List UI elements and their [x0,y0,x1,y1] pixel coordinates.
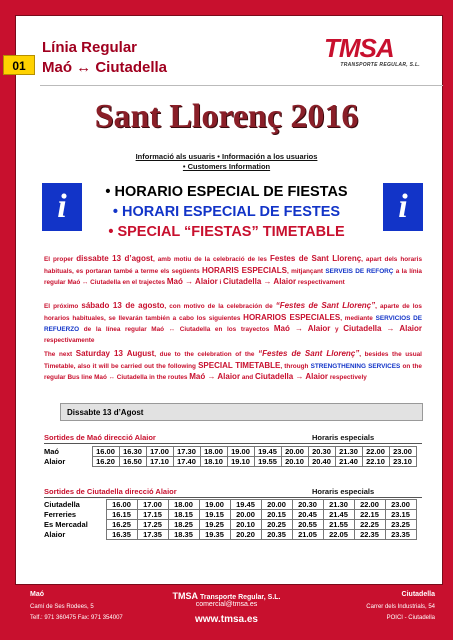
departure-time: 22.00 [354,500,385,510]
timetable-row [44,500,416,510]
departure-time: 22.10 [362,457,389,467]
departure-time: 20.10 [230,520,261,530]
departure-time: 17.00 [146,447,173,457]
headline-en: • SPECIAL “FIESTAS” TIMETABLE [108,224,345,240]
footer-right [366,591,435,626]
footer-city-ciutadella: Ciutadella [401,591,435,598]
departure-time: 16.00 [92,447,119,457]
timetable-row [44,530,416,540]
schedule-label-ciutadella: Horaris especials [312,487,375,496]
departure-time: 22.15 [354,510,385,520]
timetable-mao-alaior [44,446,417,467]
timetable-row [44,510,416,520]
departure-time: 20.25 [261,520,292,530]
stop-name: Ferreries [44,510,77,519]
timetable-row [44,520,416,530]
departure-time: 18.00 [168,500,199,510]
departure-time: 20.00 [230,510,261,520]
departure-time: 22.25 [354,520,385,530]
departure-time: 19.00 [227,447,254,457]
departure-time: 17.35 [137,530,168,540]
departure-time: 17.10 [146,457,173,467]
departure-time: 18.35 [168,530,199,540]
departure-time: 21.30 [335,447,362,457]
stop-name: Alaior [44,530,66,539]
departure-time: 21.05 [292,530,323,540]
departure-time: 22.00 [362,447,389,457]
footer-address-mao: Camí de Ses Rodees, 5 [30,604,94,610]
event-title: Sant Llorenç 2016 [94,98,359,135]
departure-time: 23.00 [385,500,416,510]
departure-time: 23.35 [385,530,416,540]
departure-time: 16.30 [119,447,146,457]
departure-time: 18.15 [168,510,199,520]
route-line-name: Maó ↔ Ciutadella [42,59,168,76]
departure-time: 19.10 [227,457,254,467]
departure-time: 20.20 [230,530,261,540]
departure-time: 16.25 [106,520,137,530]
footer-website[interactable]: www.tmsa.es [195,614,258,625]
departure-time: 16.15 [106,510,137,520]
departure-time: 21.30 [323,500,354,510]
headline-es: • HORARIO ESPECIAL DE FIESTAS [105,184,348,200]
info-icon: i [383,183,423,231]
departure-time: 22.35 [354,530,385,540]
info-icon: i [42,183,82,231]
departure-time: 16.50 [119,457,146,467]
departure-time: 23.10 [389,457,416,467]
paragraph-catalan: El proper dissabte 13 d’agost, amb motiu de la celebració de les Festes de Sant Llorenç, apart dels horaris habituals, es portaran també a terme els següents HORARIS ESPECIALS, mitjançant SERVEIS DE REFORÇ a la línia regular Maó ↔ Ciutadella en el trajectes Maó → Alaior i Ciutadella → Alaior respectivament [44,254,422,286]
departure-time: 19.35 [199,530,230,540]
departure-time: 19.55 [254,457,281,467]
departure-time: 20.30 [308,447,335,457]
departure-time: 20.00 [261,500,292,510]
info-line-languages: Informació als usuaris • Información a los usuarios [135,152,318,161]
footer-phone: Telf.: 971 360475 Fax: 971 354007 [30,615,123,621]
timetable-row [44,447,416,457]
departure-time: 20.00 [281,447,308,457]
departure-time: 17.00 [137,500,168,510]
paragraph-english: The next Saturday 13 August, due to the celebration of the “Festes de Sant Llorenç”, besides the usual Timetable, also it will be carried out the following SPECIAL TIMETABLE, through STRENGTHENING SERVICES on the regular Bus line Maó ↔ Ciutadella in the routes Maó → Alaior and Ciutadella → Alaior respectively [44,349,422,381]
footer-address-ciutadella: Carrer dels Industrials, 54 [366,604,435,610]
schedule-divider [44,443,422,444]
departure-time: 18.00 [200,447,227,457]
date-heading: Dissabte 13 d’Agost [60,403,423,421]
headline-ca: • HORARI ESPECIAL DE FESTES [112,204,341,220]
departure-time: 20.40 [308,457,335,467]
departure-time: 19.45 [254,447,281,457]
schedule-label-mao: Horaris especials [312,433,375,442]
footer-city-mao: Maó [30,591,44,598]
departure-time: 16.20 [92,457,119,467]
departure-time: 19.00 [199,500,230,510]
route-title [42,38,167,78]
footer [0,585,453,640]
stop-name: Es Mercadal [44,520,88,529]
departure-time: 16.00 [106,500,137,510]
paragraph-spanish: El próximo sábado 13 de agosto, con motivo de la celebración de “Festes de Sant Llorenç”, aparte de los horarios habituales, se llevarán también a cabo los siguientes HORARIOS ESPECIALES, mediante SERVICIOS DE REFUERZO de la línea regular Maó ↔ Ciutadella en los trayectos Maó → Alaior y Ciutadella → Alaior respectivamente [44,301,422,344]
route-number-badge: 01 [3,55,35,75]
departure-time: 21.45 [323,510,354,520]
departure-time: 20.10 [281,457,308,467]
departure-time: 20.55 [292,520,323,530]
footer-brand: TMSA Transporte Regular, S.L. [172,591,281,601]
info-line-english: • Customers Information [182,162,271,171]
timetable-row [44,457,416,467]
departure-time: 18.10 [200,457,227,467]
departure-time: 19.15 [199,510,230,520]
tmsa-logo [324,34,420,68]
stop-name: Maó [44,447,59,456]
departure-time: 21.55 [323,520,354,530]
header-divider [40,85,443,86]
schedule-title-ciutadella: Sortides de Ciutadella direcció Alaior [44,487,177,496]
departure-time: 20.15 [261,510,292,520]
departure-time: 17.40 [173,457,200,467]
logo-text: TMSA [324,33,394,63]
departure-time: 18.25 [168,520,199,530]
departure-time: 23.15 [385,510,416,520]
departure-time: 16.35 [106,530,137,540]
departure-time: 17.25 [137,520,168,530]
stop-name: Ciutadella [44,500,80,509]
departure-time: 21.40 [335,457,362,467]
departure-time: 20.35 [261,530,292,540]
departure-time: 22.05 [323,530,354,540]
departure-time: 23.25 [385,520,416,530]
footer-email[interactable]: comercial@tmsa.es [195,601,258,608]
stop-name: Alaior [44,457,66,466]
timetable-ciutadella-alaior [44,499,417,540]
logo-subtitle: TRANSPORTE REGULAR, S.L. [340,62,420,68]
departure-time: 17.15 [137,510,168,520]
schedule-divider [44,497,422,498]
schedule-title-mao: Sortides de Maó direcció Alaior [44,433,156,442]
departure-time: 17.30 [173,447,200,457]
departure-time: 19.45 [230,500,261,510]
departure-time: 20.45 [292,510,323,520]
departure-time: 19.25 [199,520,230,530]
departure-time: 23.00 [389,447,416,457]
departure-time: 20.30 [292,500,323,510]
footer-area: POICI - Ciutadella [386,615,435,621]
route-line-type: Línia Regular [42,39,138,56]
